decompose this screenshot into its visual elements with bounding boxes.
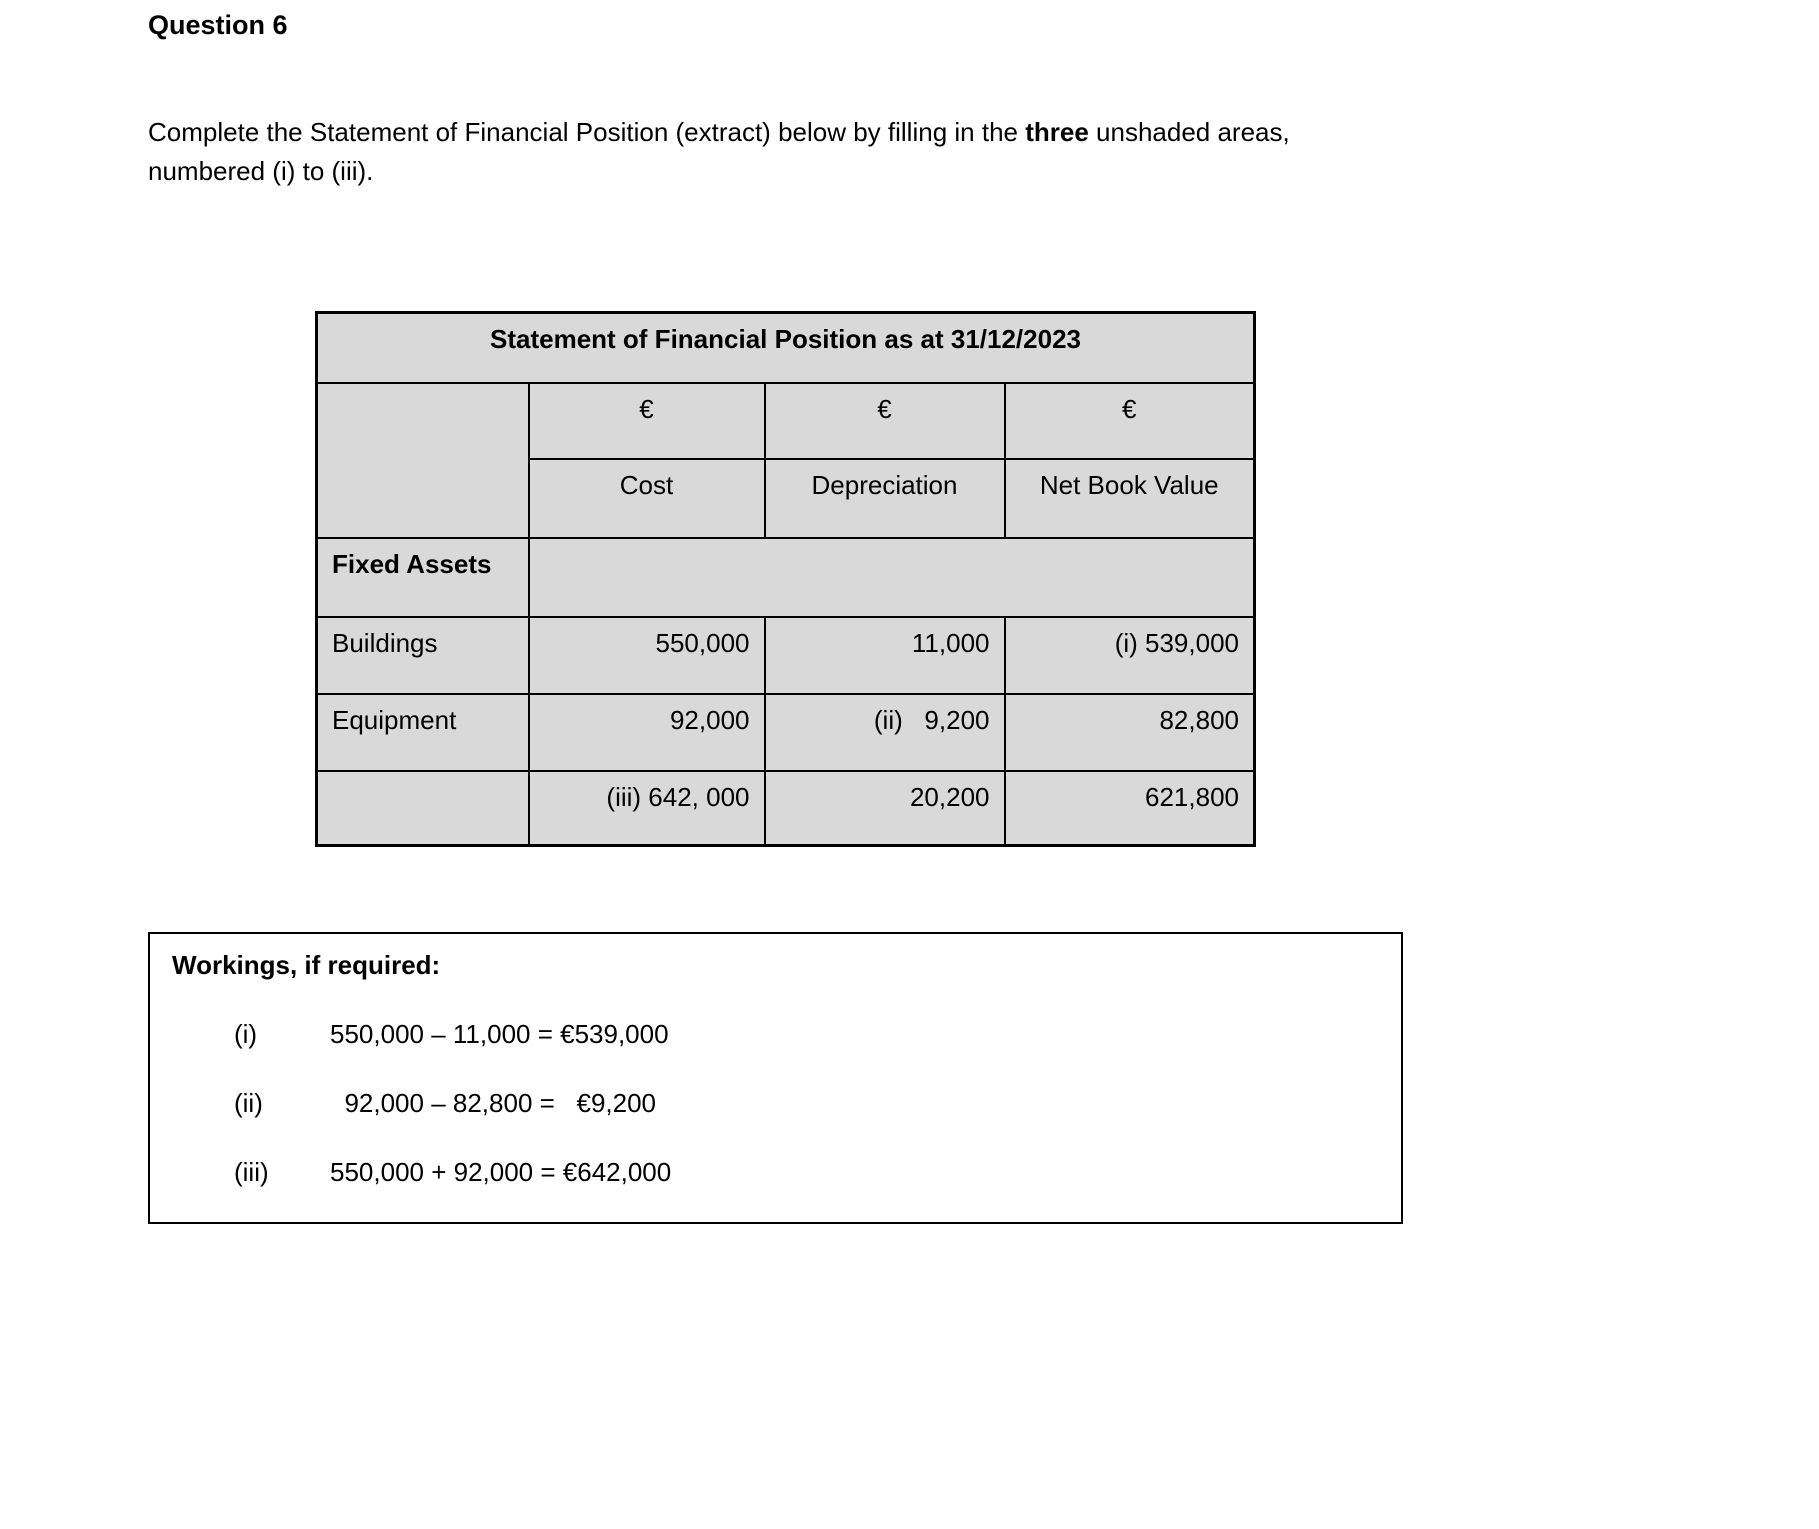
column-header-nbv: Net Book Value bbox=[1005, 459, 1255, 538]
working-line-i bbox=[234, 1019, 1379, 1050]
section-spacer-cell bbox=[529, 538, 1255, 617]
column-header-cost: Cost bbox=[529, 459, 765, 538]
working-text-ii: 92,000 – 82,800 = €9,200 bbox=[330, 1088, 657, 1118]
answer-cell-i-buildings-nbv: (i) 539,000 bbox=[1005, 617, 1255, 694]
currency-symbol-nbv: € bbox=[1005, 383, 1255, 459]
total-depreciation-value: 20,200 bbox=[765, 771, 1005, 846]
workings-box bbox=[148, 932, 1403, 1224]
answer-cell-iii-total-cost: (iii) 642, 000 bbox=[529, 771, 765, 846]
table-row-totals bbox=[317, 771, 1255, 846]
instruction-part2: unshaded areas, numbered (i) to (iii). bbox=[148, 117, 1290, 186]
equipment-nbv-value: 82,800 bbox=[1005, 694, 1255, 771]
corner-cell bbox=[317, 383, 529, 538]
currency-header-row bbox=[317, 383, 1255, 459]
buildings-cost-value: 550,000 bbox=[529, 617, 765, 694]
working-line-iii bbox=[234, 1157, 1379, 1188]
table-row-equipment bbox=[317, 694, 1255, 771]
question-title: Question 6 bbox=[148, 10, 288, 40]
table-title: Statement of Financial Position as at 31/12/2023 bbox=[317, 313, 1255, 383]
instruction-part1: Complete the Statement of Financial Position (extract) below by filling in the bbox=[148, 117, 1026, 147]
working-number-ii: (ii) bbox=[234, 1088, 263, 1118]
table-row-buildings bbox=[317, 617, 1255, 694]
instruction-text bbox=[148, 113, 1363, 191]
working-number-i: (i) bbox=[234, 1019, 258, 1049]
section-row-fixed-assets bbox=[317, 538, 1255, 617]
total-nbv-value: 621,800 bbox=[1005, 771, 1255, 846]
currency-symbol-depreciation: € bbox=[765, 383, 1005, 459]
currency-symbol-cost: € bbox=[529, 383, 765, 459]
buildings-depreciation-value: 11,000 bbox=[765, 617, 1005, 694]
table-title-row bbox=[317, 313, 1255, 383]
workings-title: Workings, if required: bbox=[172, 950, 441, 980]
equipment-cost-value: 92,000 bbox=[529, 694, 765, 771]
row-label-buildings: Buildings bbox=[317, 617, 529, 694]
financial-position-table bbox=[315, 311, 1256, 847]
working-number-iii: (iii) bbox=[234, 1157, 269, 1187]
answer-cell-ii-equipment-depreciation: (ii) 9,200 bbox=[765, 694, 1005, 771]
working-text-iii: 550,000 + 92,000 = €642,000 bbox=[330, 1157, 672, 1187]
instruction-bold-word: three bbox=[1025, 117, 1089, 147]
working-line-ii bbox=[234, 1088, 1379, 1119]
working-text-i: 550,000 – 11,000 = €539,000 bbox=[330, 1019, 669, 1049]
column-header-depreciation: Depreciation bbox=[765, 459, 1005, 538]
row-label-totals bbox=[317, 771, 529, 846]
section-label-fixed-assets: Fixed Assets bbox=[317, 538, 529, 617]
row-label-equipment: Equipment bbox=[317, 694, 529, 771]
